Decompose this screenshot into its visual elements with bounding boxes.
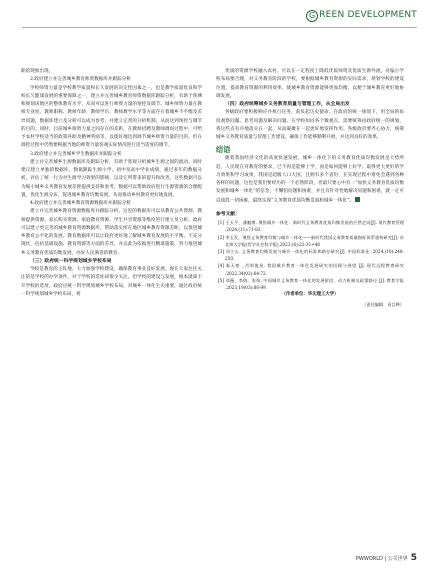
paragraph: 建立并完善城乡生源数据库及跟踪分析，有助于客观分析城乡生源之间的流动。同时建议建立单独的数据库，数据跟踪生源小学、初中及高中学业成绩，通过多年的数据分析，评估了统一行为对生源学习效果的影响，以及它所带来的提升和改善。这些数据可以为缩小城乡义务教育发展差距提供支持和参考，数据可以帮助政府进行生源资源的合理配置，优化生源分布，促进城乡教育均衡发展，从而推动乡村教育更好地发展。 [21, 159, 202, 198]
header-logo-text: REEN DEVELOPMENT [319, 10, 417, 20]
left-text-column [21, 68, 202, 299]
page-footer [356, 553, 417, 563]
green-g-icon: G [306, 10, 318, 22]
paragraph: 4.政府建立并完善城乡教育资源数据库并跟踪分析 [30, 201, 131, 206]
reference-item: [1] 王天平，潘魁博. 聚焦城乡一体化：新时代义务教育优质均衡发展的应然走向[J]. 现代教育管理 ,2024,(11):71-83. [218, 220, 404, 233]
paragraph: 3.政府建立并完善城乡学生数据库并跟踪分析 [30, 151, 122, 157]
paragraph: 各级政府要积极响应并执行任务，前负起历史使命。在政府的统一规划下，用全局的角度观察问题。思考问题及解决问题。在学校如同各个微观点，需要统筹由政府统一的规划，将这些点有序地落实在一起，从而凝聚在一起更好地发挥作用。各级政府要齐心协力，统筹城乡义务教育质量与管理工作建设，确保工作能够顺利开展，并达到良好的效果。 [216, 110, 404, 140]
section-heading: （四）政府统筹城乡义务教育质量与管理工作，从全局出发 [225, 102, 350, 107]
references-heading: 参考文献： [216, 212, 240, 218]
paragraph: 学校师资力量是学校教学质量和长久发展的决定性因素之一，也是教学质量优良和学校长久健康发展的重要保障之一，建立并完善城乡教育师资数据库跟踪分析，有助于预测和规划该地区的整体教育水平，从而可以进行师资力量的预控及调节。城乡师资力量在教师专业度、教师职称、教师年龄、教师学历、教师教学水平等方面存在着城乡不平衡及差异问题，数据库建立及分析可以成为参考，并建立完善的分析机制，从而达到预控与调节的目的。同时，目前城乡师资力量之间存在的差距，在教师招聘及教师调岗过程中，可给予农村学校适当的政策补助及精神奖励等，以使好地达到调节城乡师资力量的目的。但在调控过程中仍然要根据当地的师资力量客观实际情况进行适当适度的调节。 [21, 85, 202, 149]
magazine-header [306, 8, 417, 24]
reference-item: [3] 刘立山. 义务教育均衡发展与城乡一体化的标准和路径研究[J]. 中国标准化 ,2024,(10):248-250. [218, 249, 404, 262]
paragraph: 学校是教育的主阵地，大力加强学校建设，确保教育事业良好发展。现在大家往往关注的是学校的办学条件，对于学校的选址却很少关注。但学校的建设与发展，根本就离不开学校的选址，政府应统一科学规划城乡学校布局，对城乡一体化生关重要。通过政府统一科学规划城乡学校布局，将 [21, 267, 202, 297]
paragraph: 2.政府建立并完善城乡教育师资数据库并跟踪分析 [30, 77, 131, 83]
author-affiliation: （作者单位：华北理工大学） [281, 292, 339, 298]
paragraph: 优质的资源学校融入农村，可以在一定程度上降低优质师资及优质生源外流。对偏小学校布局要合理，对义务教育阶段的学校，要根据城乡教育资源的实际需求，规划学校的建设位置，提高教育资源的利用效率，使城乡教育资源能够更加均衡，以便于城乡教育更好地协调发展。 [216, 69, 404, 99]
reference-item: [5] 邓薇，李倩，张灿. 中国城乡义务教育一体化的发展阶段、动力机制及政策路径 [J]. 教育学报 ,2023,19(03):86-99. [218, 277, 404, 291]
paragraph: 建立并完善城乡教育资源数据库并跟踪分析，这里的数据库可以从教育公共资源、教师提供资源、家长购买资源、家庭教育资源、学生共享资源等维度进行建立及分析。政府可以建立更完善的城乡教育资源数据库，帮助落实所在地区城乡教育资源差距，以推进城乡教育公平化的发展。教育数据库可以让政府更好地了解城乡教育发展的不平衡、不充分现状，包括基础设施、教育资源等方面的差异，并以此为依据进行精准施策，努力推进城乡义务教育优质均衡发展，办好人民满意的教育。 [21, 209, 202, 256]
header-divider [22, 27, 417, 28]
responsible-editor: （责任编辑：袁目桦） [362, 302, 404, 308]
conclusion-heading: 结语 [216, 145, 231, 155]
paragraph: 随着我国经济文化的高度快速发展，城乡一体化下的义务教育优质均衡发展是大势所趋，人民现在对教育的要求，已不再是能够上学，而是如何能够上好学。取得更大更好的学习效果和学习成果，我国是超级人口大国，且拥有多个省份，在实现过程中难免会遇到各种各样的问题，这也是我们要经历的一个必然阶段，但最只要心中有一“加快义务教育优质均衡发展和城乡一体化”的信念，不懈怕问题和困难，并且有针对性地解决问题和困难，就一定可以战胜一切困难，最终实现“义务教育优质均衡发展和城乡一体化”。 [216, 156, 404, 203]
reference-item: [2] 李玉发，聚焦义务教育均衡与城乡一体化——新时代我国义务教育质量指标体系建构研究[J]. 东北师大学报(哲学社会科学版),2023,(6):22-31+46 [218, 234, 404, 247]
reference-item: [4] 秦天寒 , 肖明俊星. 我国城乡教育一体化发展研究的回顾与展望 [J]. 现代远程教育研究 ,2022,34(02):64-72. [218, 263, 404, 276]
page-number: 5 [410, 553, 417, 563]
paragraph: 职的现象出现。 [21, 69, 54, 74]
green-development-logo [306, 10, 417, 22]
right-text-column [216, 68, 404, 309]
magazine-name: PWWORLD | 公关世界 [355, 555, 408, 562]
section-heading: （三）政府统一科学规划城乡学校布局 [30, 258, 112, 264]
article-end-icon [355, 197, 360, 202]
